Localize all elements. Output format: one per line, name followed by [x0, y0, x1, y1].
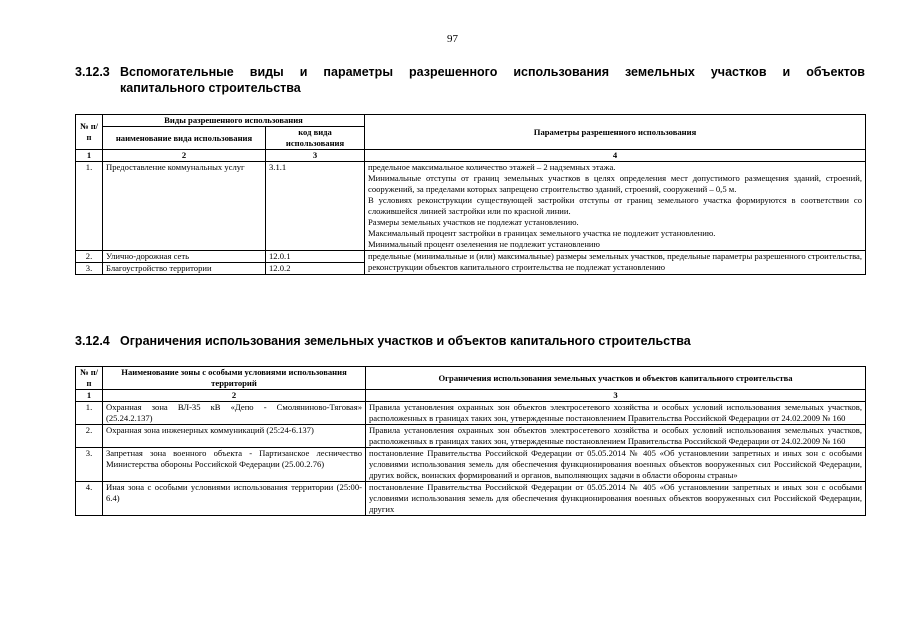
- row-zone: Запретная зона военного объекта - Партизанское лесничество Министерства обороны Российской Федерации (25.00.2.76): [103, 448, 366, 482]
- section-heading-3-12-4: [75, 333, 865, 349]
- row-code: 3.1.1: [266, 162, 365, 251]
- row-restriction: Правила установления охранных зон объектов электросетевого хозяйства и особых условий использования земельных участков, расположенных в границах таких зон, утвержденные постановлением Правительства Российской Федерации от 24.02.2009 № 160: [366, 425, 866, 448]
- row-name: Улично-дорожная сеть: [103, 251, 266, 263]
- param-line: Максимальный процент застройки в границах земельного участка не подлежит установлению.: [368, 228, 716, 238]
- row-code: 12.0.1: [266, 251, 365, 263]
- table-row: [76, 402, 866, 425]
- param-line: В условиях реконструкции существующей застройки отступы от границ земельного участка формируются в соответствии со сложившейся линией застройки или по красной линии.: [368, 195, 863, 216]
- col-number: 4: [365, 150, 866, 162]
- row-num: 2.: [76, 425, 103, 448]
- col-number: 1: [76, 390, 103, 402]
- section-title-line1: Вспомогательные виды и параметры разрешенного использования земельных участков и объектов: [120, 65, 865, 79]
- col-number: 2: [103, 150, 266, 162]
- col-number: 3: [266, 150, 365, 162]
- row-num: 4.: [76, 482, 103, 516]
- header-params: Параметры разрешенного использования: [365, 115, 866, 150]
- page-number: 97: [447, 33, 458, 45]
- row-num: 2.: [76, 251, 103, 263]
- header-zone: Наименование зоны с особыми условиями использования территорий: [103, 367, 366, 390]
- row-num: 3.: [76, 448, 103, 482]
- row-params: предельные (минимальные и (или) максимальные) размеры земельных участков, предельные параметры разрешенного строительства, реконструкции объектов капитального строительства не подлежат установлению: [365, 251, 866, 275]
- section-number: 3.12.3: [75, 65, 110, 79]
- section-number: 3.12.4: [75, 334, 110, 348]
- header-name: наименование вида использования: [103, 127, 266, 150]
- col-number: 3: [366, 390, 866, 402]
- row-zone: Охранная зона инженерных коммуникаций (25:24-6.137): [103, 425, 366, 448]
- row-zone: Охранная зона ВЛ-35 кВ «Депо - Смоляниново-Тяговая» (25.24.2.137): [103, 402, 366, 425]
- header-group: Виды разрешенного использования: [103, 115, 365, 127]
- row-restriction: постановление Правительства Российской Федерации от 05.05.2014 № 405 «Об установлении запретных и иных зон с особыми условиями использования земель для обеспечения функционирования военных объектов вооруженных сил Российской Федерации, других: [366, 482, 866, 516]
- table-row: [76, 425, 866, 448]
- param-line: предельное максимальное количество этажей – 2 надземных этажа.: [368, 162, 616, 172]
- col-number: 1: [76, 150, 103, 162]
- row-params: [365, 162, 866, 251]
- row-restriction: постановление Правительства Российской Федерации от 05.05.2014 № 405 «Об установлении запретных и иных зон с особыми условиями использования земель для обеспечения функционирования военных объектов вооруженных сил Российской Федерации, других войск, воинских формирований и органов, выполняющих задачи в области обороны страны»: [366, 448, 866, 482]
- section-title-line2: капитального строительства: [120, 81, 301, 95]
- param-line: Минимальные отступы от границ земельных участков в целях определения мест допустимого размещения зданий, строений, сооружений, за пределами которых запрещено строительство зданий, строений, сооружений – 0,5 м.: [368, 173, 863, 194]
- header-restrictions: Ограничения использования земельных участков и объектов капитального строительства: [366, 367, 866, 390]
- row-name: Благоустройство территории: [103, 263, 266, 275]
- row-restriction: Правила установления охранных зон объектов электросетевого хозяйства и особых условий использования земельных участков, расположенных в границах таких зон, утвержденные постановлением Правительства Российской Федерации от 24.02.2009 № 160: [366, 402, 866, 425]
- param-line: Минимальный процент озеленения не подлежит установлению: [368, 239, 600, 249]
- param-line: Размеры земельных участков не подлежат установлению.: [368, 217, 579, 227]
- row-code: 12.0.2: [266, 263, 365, 275]
- section-title: Ограничения использования земельных участков и объектов капитального строительства: [120, 334, 691, 348]
- table-row: [76, 162, 866, 251]
- table-row: [76, 251, 866, 263]
- row-num: 1.: [76, 402, 103, 425]
- row-name: Предоставление коммунальных услуг: [103, 162, 266, 251]
- section-heading-3-12-3: [75, 64, 865, 96]
- permitted-use-table: [75, 114, 866, 275]
- table-row: [76, 482, 866, 516]
- col-number: 2: [103, 390, 366, 402]
- restrictions-table: [75, 366, 866, 516]
- header-num: № п/п: [76, 367, 103, 390]
- header-num: № п/п: [76, 115, 103, 150]
- header-code: код вида использования: [266, 127, 365, 150]
- row-zone: Иная зона с особыми условиями использования территории (25:00-6.4): [103, 482, 366, 516]
- row-num: 1.: [76, 162, 103, 251]
- row-num: 3.: [76, 263, 103, 275]
- table-row: [76, 448, 866, 482]
